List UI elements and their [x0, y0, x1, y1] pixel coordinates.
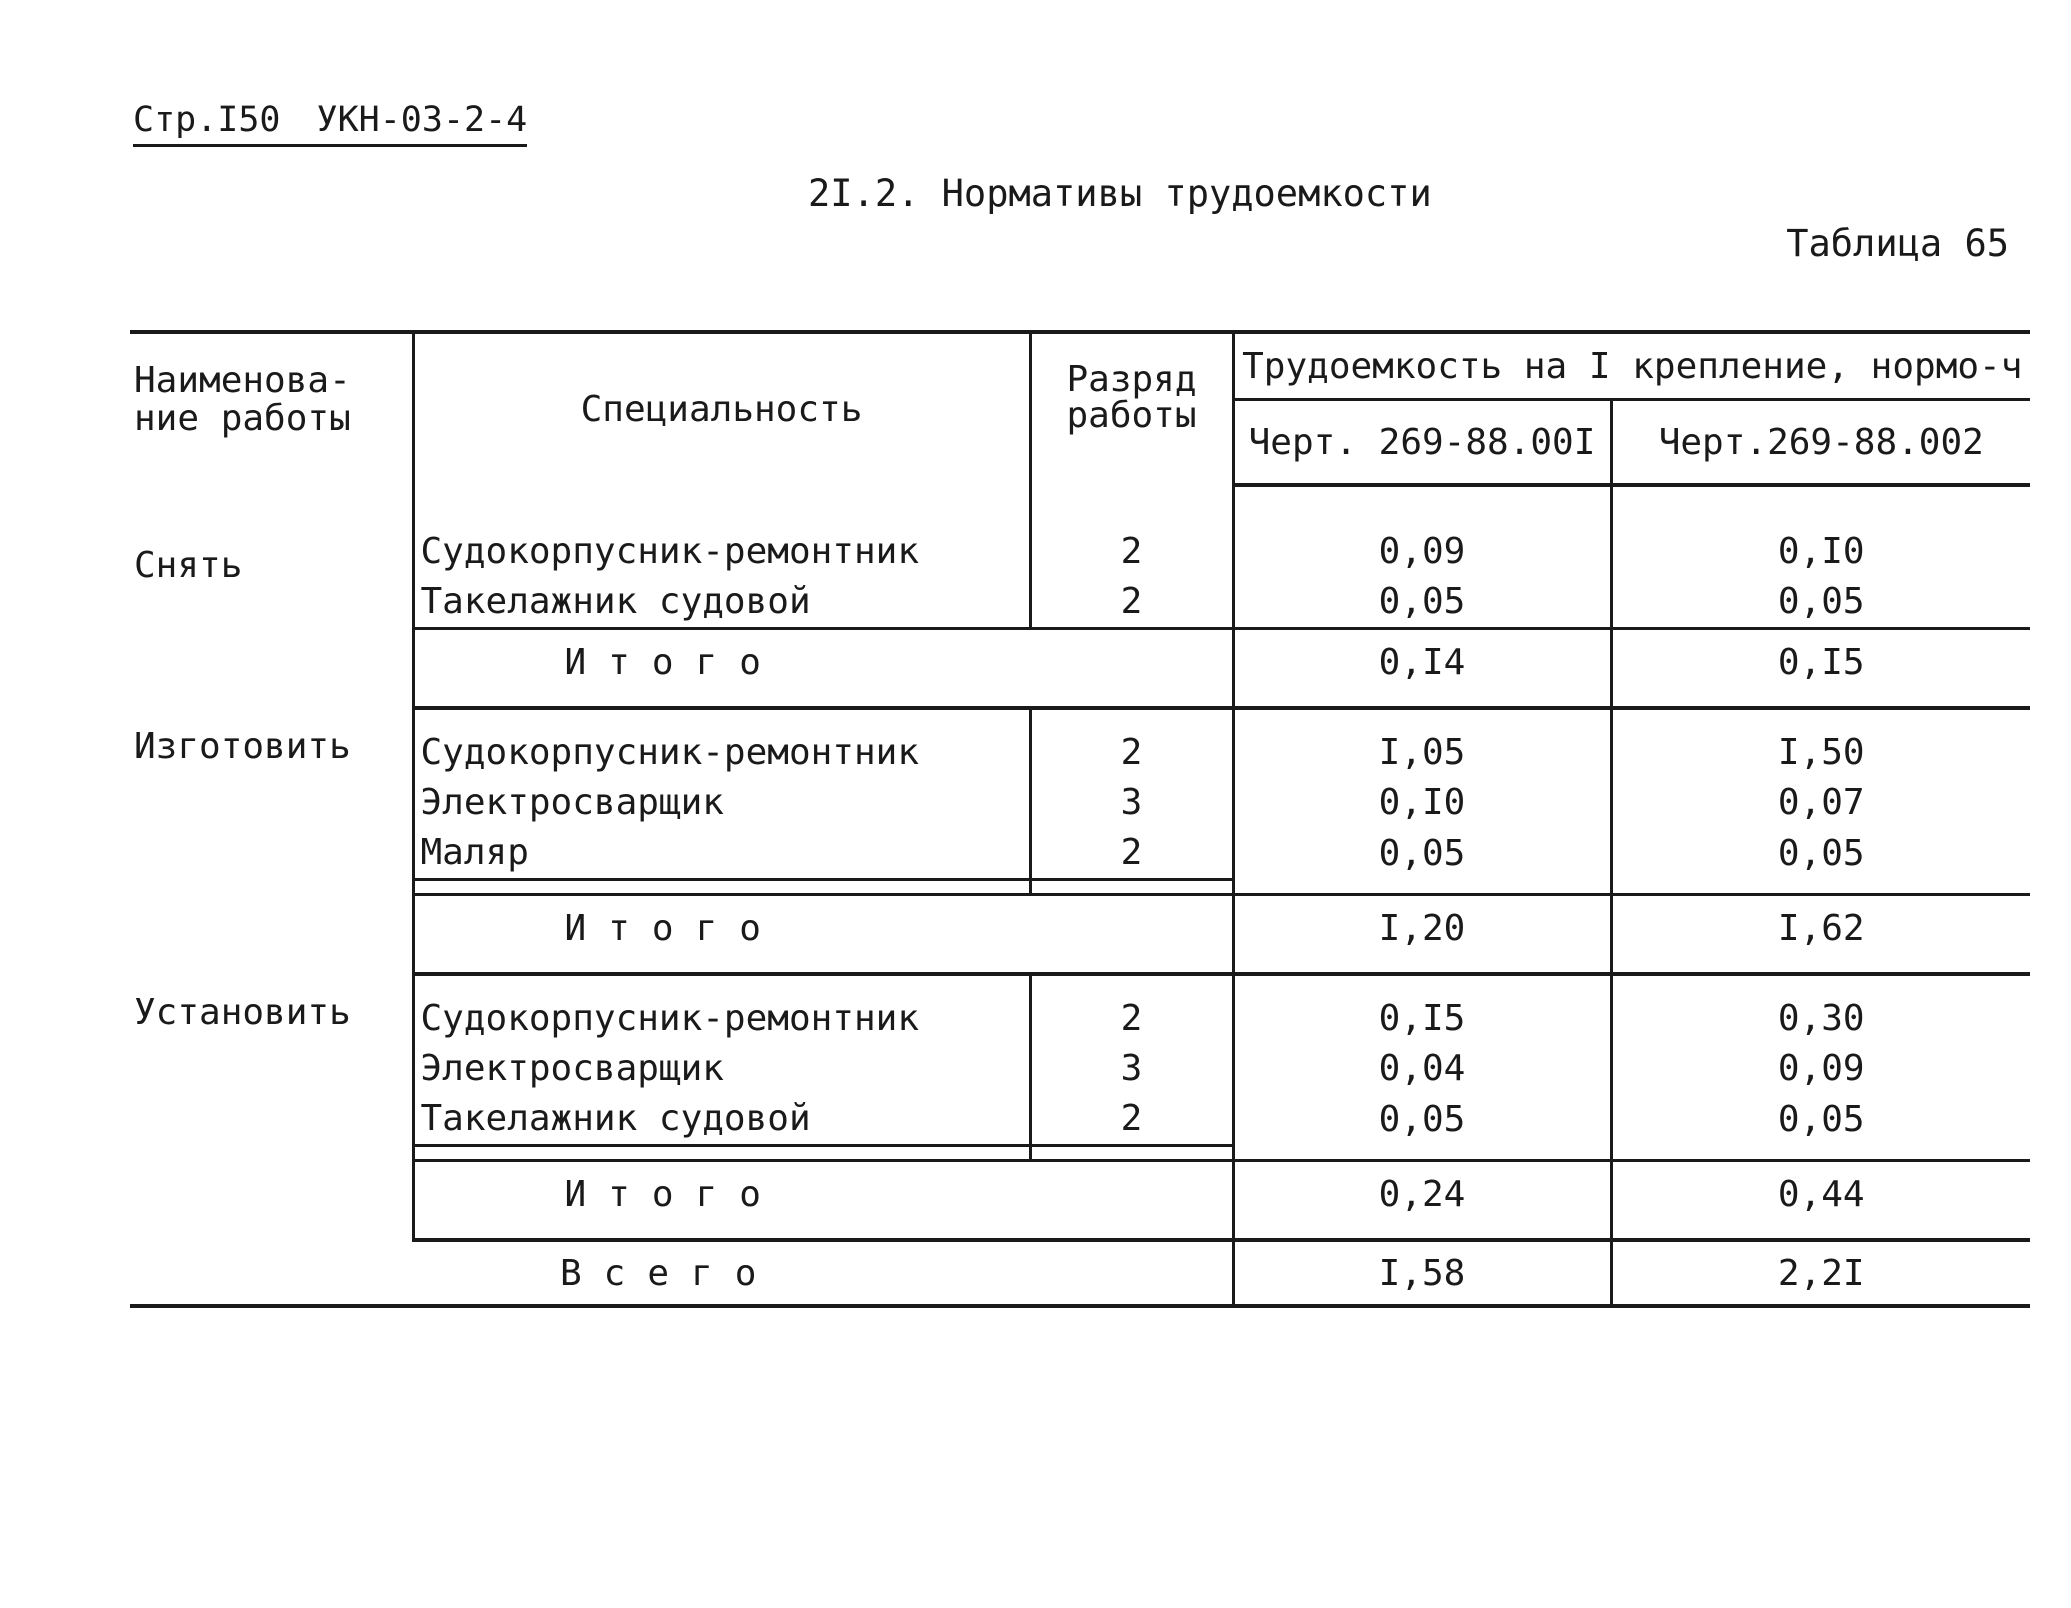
subtotal-label: Итого [413, 1161, 1233, 1227]
subtotal-label: Итого [413, 629, 1233, 695]
labor-b-cell: 0,05 [1611, 828, 2030, 880]
grand-total-row [130, 1240, 2030, 1306]
grade-cell: 2 [1030, 1094, 1233, 1146]
column-header-labor: Трудоемкость на I крепление, нормо-ч [1233, 332, 2030, 400]
spacer-row [130, 708, 2030, 728]
subtotal-b: I,62 [1611, 895, 2030, 961]
subtotal-b: 0,I5 [1611, 629, 2030, 695]
labor-b-cell: 0,I0 [1611, 527, 2030, 577]
grade-cell: 3 [1030, 778, 1233, 828]
subtotal-a: 0,24 [1233, 1161, 1611, 1227]
group-name: Установить [134, 992, 351, 1033]
subtotal-row [130, 895, 2030, 961]
subtotal-b: 0,44 [1611, 1161, 2030, 1227]
spacer-row [130, 880, 2030, 895]
grand-total-b: 2,2I [1611, 1240, 2030, 1306]
subtotal-label: Итого [413, 895, 1233, 961]
group-divider [130, 694, 2030, 708]
labor-a-cell: 0,I0 [1233, 778, 1611, 828]
column-header-drawing-b: Черт.269-88.002 [1611, 400, 2030, 486]
specialty-cell: Судокорпусник-ремонтник [413, 527, 1030, 577]
grade-cell: 3 [1030, 1044, 1233, 1094]
table-row [130, 828, 2030, 880]
page-reference [133, 100, 527, 147]
table-row [130, 1094, 2030, 1146]
group-divider [130, 1226, 2030, 1240]
labor-b-cell: 0,07 [1611, 778, 2030, 828]
grade-cell: 2 [1030, 728, 1233, 778]
specialty-cell: Такелажник судовой [413, 1094, 1030, 1146]
labor-b-cell: 0,09 [1611, 1044, 2030, 1094]
grade-cell: 2 [1030, 577, 1233, 629]
grade-cell: 2 [1030, 828, 1233, 880]
grand-total-label: Всего [130, 1240, 1233, 1306]
spacer-row [130, 485, 2030, 527]
specialty-cell: Судокорпусник-ремонтник [413, 994, 1030, 1044]
specialty-cell: Электросварщик [413, 1044, 1030, 1094]
labor-norms-table [130, 330, 2030, 1308]
specialty-cell: Маляр [413, 828, 1030, 880]
page-number: Стр.I50 [133, 100, 281, 140]
section-title: 2I.2. Нормативы трудоемкости [808, 172, 1432, 215]
subtotal-a: I,20 [1233, 895, 1611, 961]
specialty-cell: Такелажник судовой [413, 577, 1030, 629]
labor-b-cell: I,50 [1611, 728, 2030, 778]
group-name: Снять [134, 545, 243, 586]
labor-a-cell: 0,I5 [1233, 994, 1611, 1044]
grade-cell: 2 [1030, 994, 1233, 1044]
subtotal-row [130, 629, 2030, 695]
labor-b-cell: 0,05 [1611, 1094, 2030, 1146]
group-divider [130, 960, 2030, 974]
table-row [130, 527, 2030, 577]
grade-cell: 2 [1030, 527, 1233, 577]
labor-a-cell: 0,05 [1233, 828, 1611, 880]
column-header-specialty: Специальность [413, 332, 1030, 485]
table-row [130, 1044, 2030, 1094]
subtotal-row [130, 1161, 2030, 1227]
labor-b-cell: 0,30 [1611, 994, 2030, 1044]
specialty-cell: Электросварщик [413, 778, 1030, 828]
spacer-row [130, 974, 2030, 994]
grand-total-a: I,58 [1233, 1240, 1611, 1306]
spacer-row [130, 1146, 2030, 1161]
labor-a-cell: 0,04 [1233, 1044, 1611, 1094]
table-row [130, 728, 2030, 778]
labor-a-cell: 0,09 [1233, 527, 1611, 577]
table-row [130, 577, 2030, 629]
subtotal-a: 0,I4 [1233, 629, 1611, 695]
labor-a-cell: 0,05 [1233, 1094, 1611, 1146]
labor-a-cell: 0,05 [1233, 577, 1611, 629]
column-header-work-name: Наименова- ние работы [130, 332, 413, 485]
document-code: УКН-03-2-4 [316, 100, 528, 140]
specialty-cell: Судокорпусник-ремонтник [413, 728, 1030, 778]
table-row [130, 994, 2030, 1044]
group-name: Изготовить [134, 726, 351, 767]
column-header-drawing-a: Черт. 269-88.00I [1233, 400, 1611, 486]
table-label: Таблица 65 [1786, 222, 2009, 265]
labor-b-cell: 0,05 [1611, 577, 2030, 629]
labor-a-cell: I,05 [1233, 728, 1611, 778]
table-row [130, 778, 2030, 828]
column-header-grade: Разряд работы [1030, 332, 1233, 485]
